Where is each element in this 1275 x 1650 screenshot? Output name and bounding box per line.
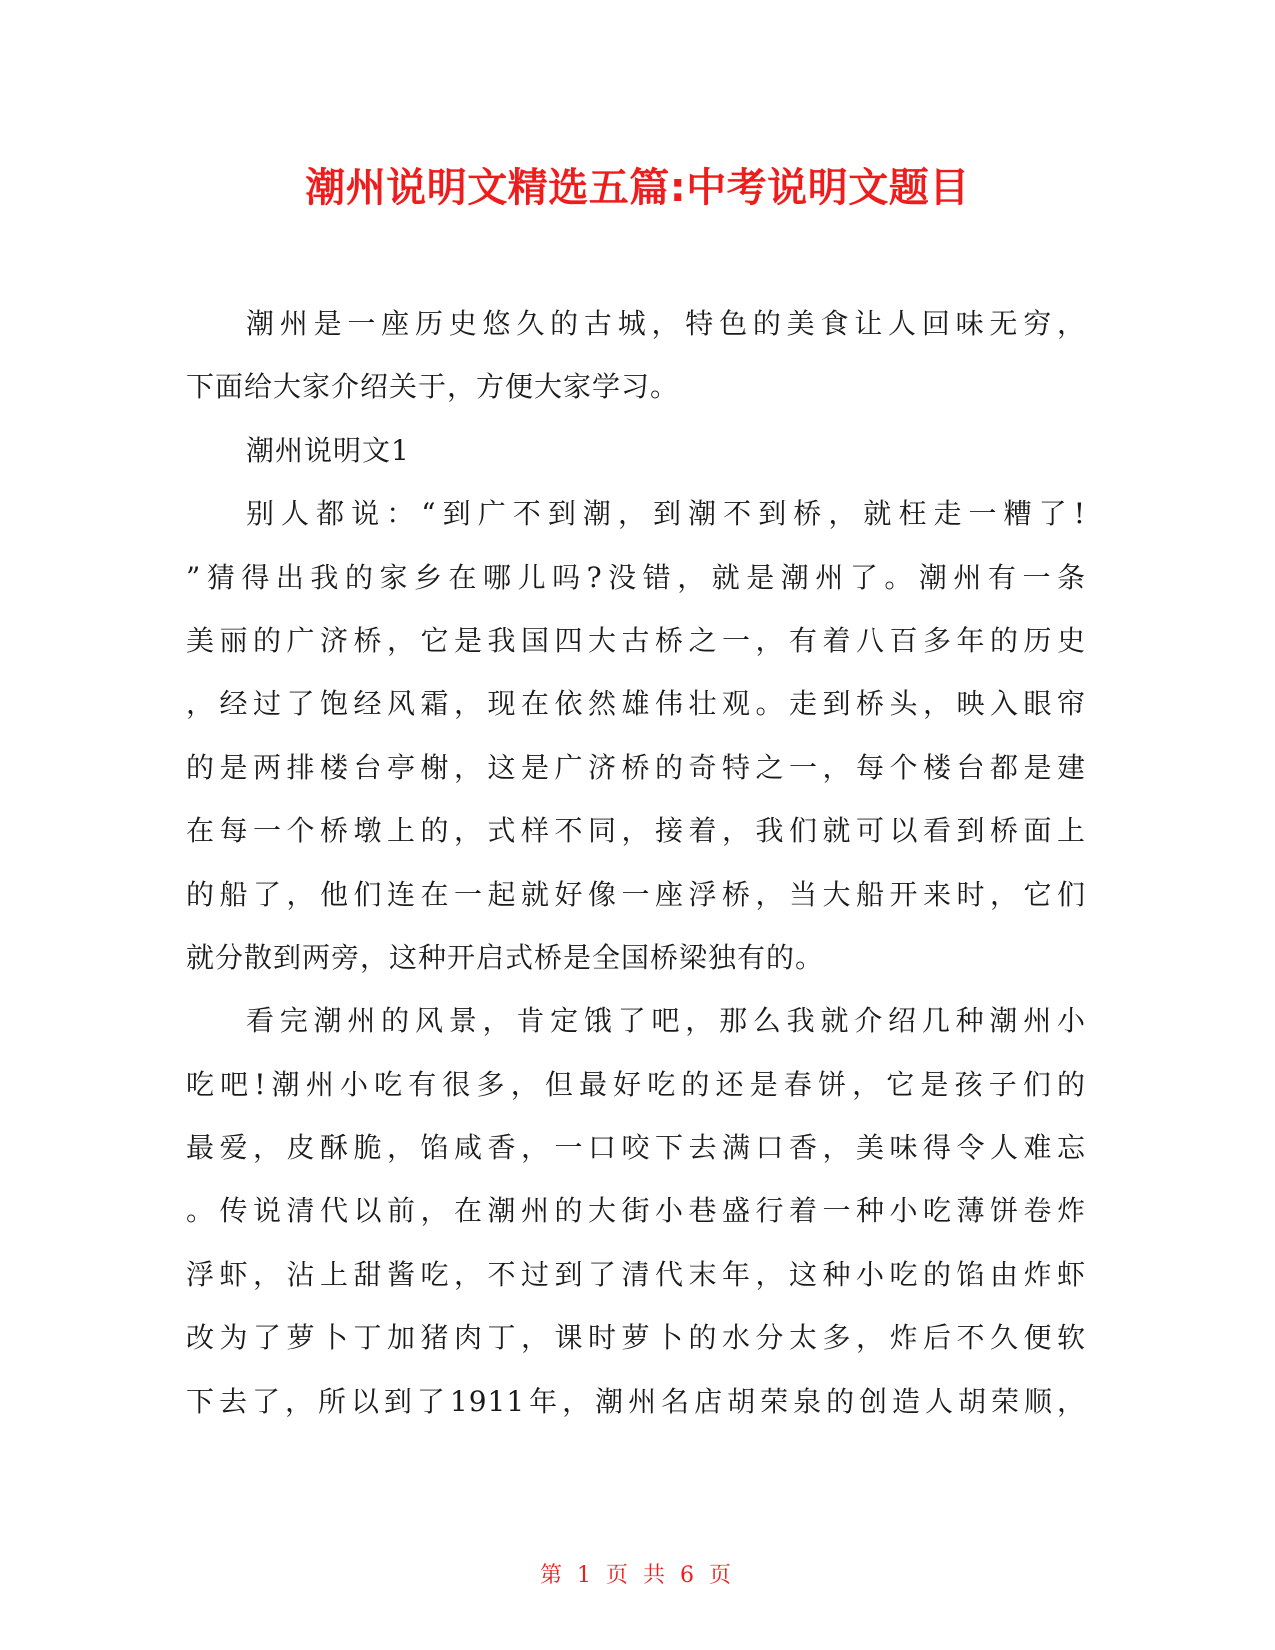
body-line: 吃吧!潮州小吃有很多，但最好吃的还是春饼，它是孩子们的 [186,1067,1086,1101]
body-line: 美丽的广济桥，它是我国四大古桥之一，有着八百多年的历史 [186,623,1086,657]
body-line: 潮州是一座历史悠久的古城，特色的美食让人回味无穷， [246,307,1086,340]
body-line: 下面给大家介绍关于，方便大家学习。 [186,370,680,404]
section-heading: 潮州说明文1 [246,433,410,467]
body-line: 看完潮州的风景，肯定饿了吧，那么我就介绍几种潮州小 [246,1004,1086,1038]
body-line: 最爱，皮酥脆，馅咸香，一口咬下去满口香，美味得令人难忘 [186,1131,1086,1165]
body-line: 的船了，他们连在一起就好像一座浮桥，当大船开来时，它们 [186,877,1086,911]
document-body [186,292,1086,1433]
body-line: 浮虾，沾上甜酱吃，不过到了清代末年，这种小吃的馅由炸虾 [186,1257,1086,1291]
body-line: 。传说清代以前，在潮州的大街小巷盛行着一种小吃薄饼卷炸 [186,1194,1086,1228]
body-line: ”猜得出我的家乡在哪儿吗?没错，就是潮州了。潮州有一条 [186,560,1086,594]
document-title: 潮州说明文精选五篇:中考说明文题目 [305,165,970,211]
page-footer: 第 1 页 共 6 页 [540,1563,735,1588]
body-line: 就分散到两旁，这种开启式桥是全国桥梁独有的。 [186,940,825,974]
body-line: 的是两排楼台亭榭，这是广济桥的奇特之一，每个楼台都是建 [186,750,1086,784]
body-line: 在每一个桥墩上的，式样不同，接着，我们就可以看到桥面上 [186,814,1086,848]
body-line: 别人都说：“到广不到潮，到潮不到桥，就枉走一糟了! [246,497,1086,531]
body-line: 下去了，所以到了1911年，潮州名店胡荣泉的创造人胡荣顺， [186,1384,1086,1418]
body-line: ，经过了饱经风霜，现在依然雄伟壮观。走到桥头，映入眼帘 [186,687,1086,721]
body-line: 改为了萝卜丁加猪肉丁，课时萝卜的水分太多，炸后不久便软 [186,1321,1086,1355]
